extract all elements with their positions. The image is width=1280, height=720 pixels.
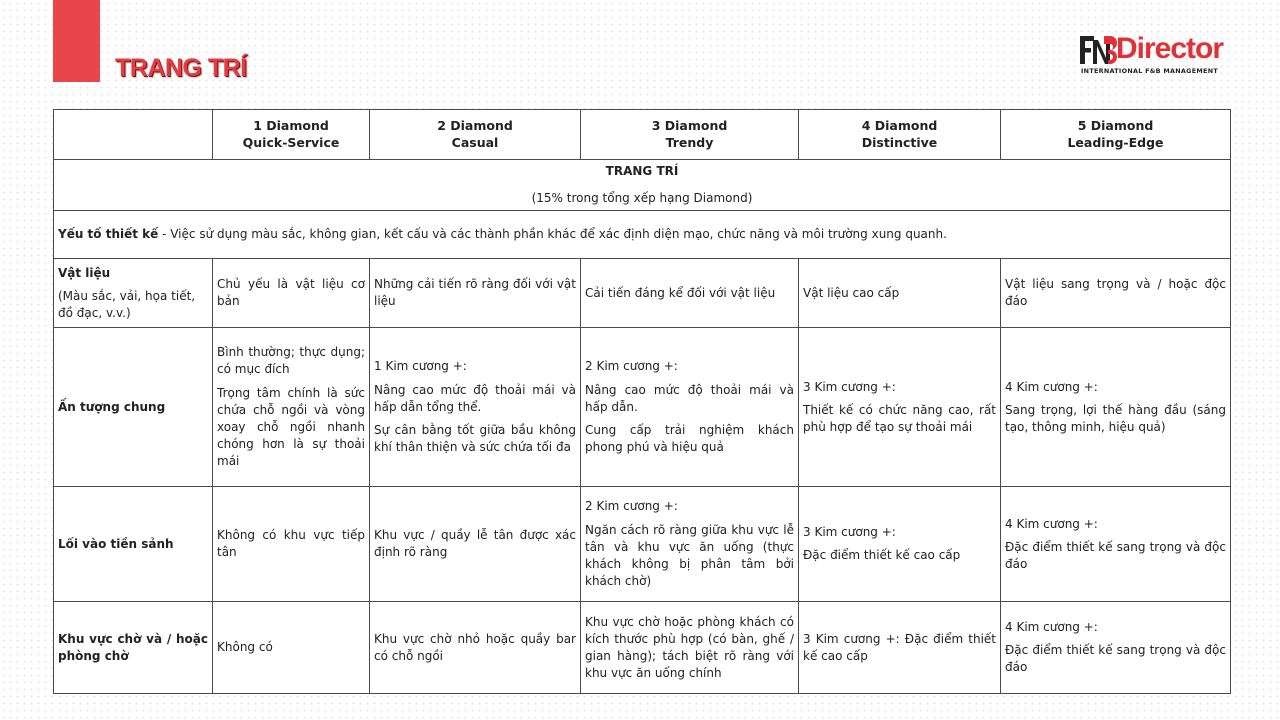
column-header-2: 2 Diamond Casual [370, 110, 581, 160]
table-cell: 4 Kim cương +: Đặc điểm thiết kế sang trọng và độc đáo [1001, 602, 1231, 694]
table-row [54, 259, 1231, 328]
table-cell: 4 Kim cương +: Sang trọng, lợi thế hàng đầu (sáng tạo, thông minh, hiệu quả) [1001, 328, 1231, 487]
table-cell: 2 Kim cương +: Ngăn cách rõ ràng giữa khu vực lễ tân và khu vực ăn uống (thực khách không bị phân tâm bởi khách chờ) [581, 487, 799, 602]
row-sublabel: (Màu sắc, vải, họa tiết, đồ đạc, v.v.) [58, 288, 196, 320]
table-cell: Khu vực chờ hoặc phòng khách có kích thước phù hợp (có bàn, ghế / gian hàng); tách biệt rõ ràng với khu vực ăn uống chính [581, 602, 799, 694]
column-header-3: 3 Diamond Trendy [581, 110, 799, 160]
definition-term: Yếu tố thiết kế [58, 227, 159, 242]
table-cell: 3 Kim cương +: Thiết kế có chức năng cao, rất phù hợp để tạo sự thoải mái [799, 328, 1001, 487]
table-cell: Những cải tiến rõ ràng đối với vật liệu [370, 259, 581, 328]
table-cell: Không có khu vực tiếp tân [213, 487, 370, 602]
table-row [54, 602, 1231, 694]
definition-text: - Việc sử dụng màu sắc, không gian, kết cấu và các thành phần khác để xác định diện mạo, chức năng và môi trường xung quanh. [158, 227, 947, 242]
table-cell: Khu vực chờ nhỏ hoặc quầy bar có chỗ ngồi [370, 602, 581, 694]
fnb-logo-mark-icon [1079, 34, 1117, 66]
row-label: Vật liệu [58, 265, 111, 280]
table-cell: Vật liệu sang trọng và / hoặc độc đáo [1001, 259, 1231, 328]
section-subtitle: (15% trong tổng xếp hạng Diamond) [531, 191, 753, 206]
section-row [54, 160, 1231, 211]
page-title: TRANG TRÍ [115, 54, 247, 82]
section-cell [54, 160, 1231, 211]
definition-cell [54, 211, 1231, 259]
diamond-rating-table [53, 109, 1231, 694]
row-label: Lối vào tiền sảnh [54, 487, 213, 602]
column-header-4: 4 Diamond Distinctive [799, 110, 1001, 160]
column-header-5: 5 Diamond Leading-Edge [1001, 110, 1231, 160]
brand-logo [1079, 34, 1239, 78]
table-cell: 2 Kim cương +: Nâng cao mức độ thoải mái và hấp dẫn. Cung cấp trải nghiệm khách phong phú và hiệu quả [581, 328, 799, 487]
header-row [54, 110, 1231, 160]
table-cell: Cải tiến đáng kể đối với vật liệu [581, 259, 799, 328]
table-cell: Khu vực / quầy lễ tân được xác định rõ ràng [370, 487, 581, 602]
table-row [54, 487, 1231, 602]
table-cell: Chủ yếu là vật liệu cơ bản [213, 259, 370, 328]
table-cell: 3 Kim cương +: Đặc điểm thiết kế cao cấp [799, 602, 1001, 694]
table-cell: 1 Kim cương +: Nâng cao mức độ thoải mái và hấp dẫn tổng thể. Sự cân bằng tốt giữa bầu không khí thân thiện và sức chứa tối đa [370, 328, 581, 487]
table-cell: 4 Kim cương +: Đặc điểm thiết kế sang trọng và độc đáo [1001, 487, 1231, 602]
section-title: TRANG TRÍ [605, 164, 679, 178]
row-label: Khu vực chờ và / hoặc phòng chờ [54, 602, 213, 694]
table-cell: 3 Kim cương +: Đặc điểm thiết kế cao cấp [799, 487, 1001, 602]
column-header-1: 1 Diamond Quick-Service [213, 110, 370, 160]
corner-cell [54, 110, 213, 160]
logo-wordmark: Director [1116, 32, 1224, 65]
table-cell: Không có [213, 602, 370, 694]
definition-row [54, 211, 1231, 259]
header-accent-bar [53, 0, 100, 82]
row-label: Ấn tượng chung [54, 328, 213, 487]
table-cell: Bình thường; thực dụng; có mục đích Trọng tâm chính là sức chứa chỗ ngồi và vòng xoay chỗ ngồi nhanh chóng hơn là sự thoải mái [213, 328, 370, 487]
row-label-cell [54, 259, 213, 328]
table-row [54, 328, 1231, 487]
table-cell: Vật liệu cao cấp [799, 259, 1001, 328]
logo-subtitle: INTERNATIONAL F&B MANAGEMENT [1081, 67, 1219, 75]
